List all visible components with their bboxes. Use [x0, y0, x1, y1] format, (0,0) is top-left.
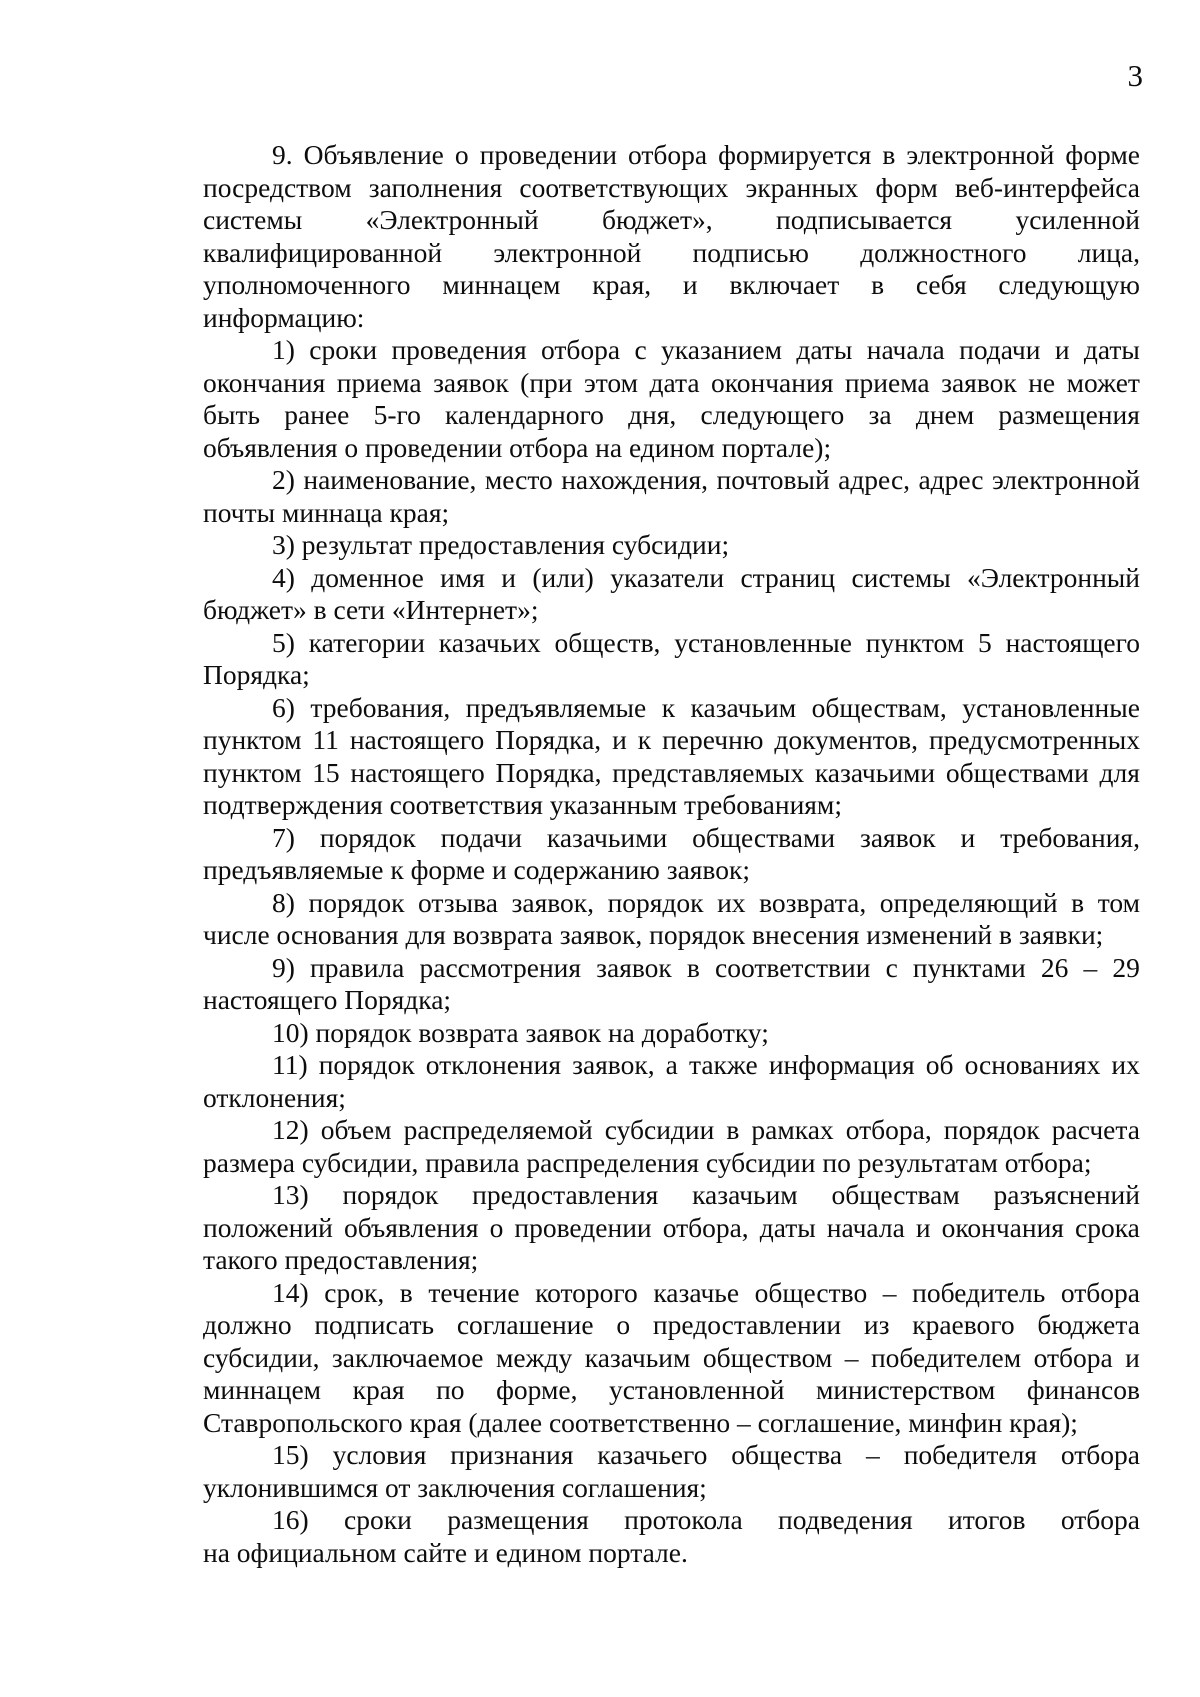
text-line: отклонения; [203, 1081, 346, 1113]
paragraph [203, 822, 1140, 887]
paragraph [203, 334, 1140, 464]
paragraph [203, 627, 1140, 692]
text-line: настоящего Порядка; [203, 984, 452, 1015]
document-body [203, 139, 1140, 1569]
text-line: посредством заполнения соответствующих экранных форм веб-интерфейса [203, 171, 1140, 203]
paragraph [203, 139, 1140, 334]
text-line: информацию: [203, 301, 365, 333]
paragraph [203, 952, 1140, 1017]
paragraph [203, 692, 1140, 822]
paragraph [203, 887, 1140, 952]
text-line: 9) правила рассмотрения заявок в соответствии с пунктами 26 – 29 [272, 951, 1140, 983]
text-line: пунктом 15 настоящего Порядка, представляемых казачьими обществами для [203, 756, 1140, 788]
text-line: 9. Объявление о проведении отбора формируется в электронной форме [272, 139, 1140, 170]
paragraph [203, 1114, 1140, 1179]
text-line: квалифицированной электронной подписью должностного лица, [203, 236, 1140, 268]
text-line: Ставропольского края (далее соответственно – соглашение, минфин края); [203, 1406, 1078, 1438]
text-line: почты миннаца края; [203, 496, 450, 528]
text-line: размера субсидии, правила распределения субсидии по результатам отбора; [203, 1146, 1092, 1178]
text-line: такого предоставления; [203, 1244, 479, 1275]
text-line: 1) сроки проведения отбора с указанием даты начала подачи и даты [272, 334, 1140, 365]
text-line: на официальном сайте и едином портале. [203, 1536, 688, 1568]
text-line: 4) доменное имя и (или) указатели страниц системы «Электронный [272, 561, 1140, 593]
text-line: 15) условия признания казачьего общества – победителя отбора [272, 1439, 1140, 1470]
text-line: пунктом 11 настоящего Порядка, и к перечню документов, предусмотренных [203, 724, 1140, 755]
text-line: субсидии, заключаемое между казачьим обществом – победителем отбора и [203, 1341, 1140, 1373]
text-line: 2) наименование, место нахождения, почтовый адрес, адрес электронной [272, 464, 1140, 495]
text-line: 5) категории казачьих обществ, установленные пунктом 5 настоящего [272, 626, 1140, 658]
text-line: 10) порядок возврата заявок на доработку; [272, 1016, 769, 1048]
text-line: Порядка; [203, 659, 310, 690]
text-line: 16) сроки размещения протокола подведения итогов отбора [272, 1504, 1140, 1535]
paragraph [203, 464, 1140, 529]
text-line: 11) порядок отклонения заявок, а также информация об основаниях их [272, 1049, 1140, 1080]
text-line: 6) требования, предъявляемые к казачьим обществам, установленные [272, 691, 1140, 723]
text-line: объявления о проведении отбора на едином портале); [203, 431, 832, 463]
text-line: 7) порядок подачи казачьими обществами заявок и требования, [272, 821, 1140, 853]
paragraph [203, 1439, 1140, 1504]
text-line: 14) срок, в течение которого казачье общество – победитель отбора [272, 1276, 1140, 1308]
paragraph [203, 1504, 1140, 1569]
text-line: должно подписать соглашение о предоставлении из краевого бюджета [203, 1309, 1140, 1340]
page-number: 3 [1127, 58, 1143, 93]
text-line: окончания приема заявок (при этом дата окончания приема заявок не может [203, 366, 1140, 398]
paragraph [203, 1179, 1140, 1277]
text-line: подтверждения соответствия указанным требованиям; [203, 789, 842, 820]
text-line: 13) порядок предоставления казачьим обществам разъяснений [272, 1179, 1140, 1210]
paragraph [203, 1277, 1140, 1440]
paragraph [203, 1049, 1140, 1114]
text-line: быть ранее 5-го календарного дня, следующего за днем размещения [203, 399, 1140, 430]
text-line: 8) порядок отзыва заявок, порядок их возврата, определяющий в том [272, 886, 1140, 918]
paragraph [203, 1017, 1140, 1050]
text-line: системы «Электронный бюджет», подписывается усиленной [203, 204, 1140, 235]
text-line: 12) объем распределяемой субсидии в рамках отбора, порядок расчета [272, 1114, 1140, 1145]
text-line: бюджет» в сети «Интернет»; [203, 594, 539, 625]
paragraph [203, 562, 1140, 627]
text-line: уполномоченного миннацем края, и включает в себя следующую [203, 269, 1140, 300]
text-line: предъявляемые к форме и содержанию заявок; [203, 854, 750, 885]
paragraph [203, 529, 1140, 562]
text-line: уклонившимся от заключения соглашения; [203, 1471, 707, 1503]
text-line: числе основания для возврата заявок, порядок внесения изменений в заявки; [203, 919, 1104, 950]
text-line: миннацем края по форме, установленной министерством финансов [203, 1374, 1140, 1405]
text-line: 3) результат предоставления субсидии; [272, 529, 730, 560]
text-line: положений объявления о проведении отбора, даты начала и окончания срока [203, 1211, 1140, 1243]
